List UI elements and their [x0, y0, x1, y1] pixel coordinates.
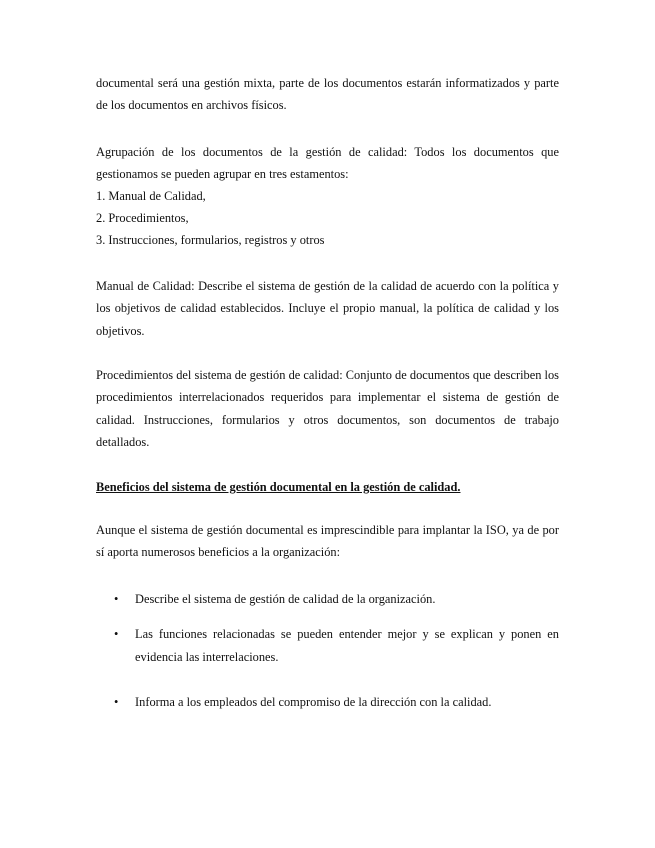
paragraph-gestion-mixta: documental será una gestión mixta, parte de los documentos estarán informatizados y parte de los documentos en archivos físicos.	[96, 76, 559, 113]
bullet-icon: •	[114, 592, 119, 606]
bullet-item: Las funciones relacionadas se pueden entender mejor y se explican y ponen en evidencia las interrelaciones.	[135, 627, 559, 664]
list-item: 2. Procedimientos,	[96, 211, 189, 225]
paragraph-manual-calidad: Manual de Calidad: Describe el sistema de gestión de la calidad de acuerdo con la política y los objetivos de calidad establecidos. Incluye el propio manual, la política de calidad y los objetivos.	[96, 279, 559, 338]
section-heading: Beneficios del sistema de gestión documental en la gestión de calidad.	[96, 480, 461, 494]
bullet-icon: •	[114, 695, 119, 709]
paragraph-procedimientos: Procedimientos del sistema de gestión de calidad: Conjunto de documentos que describen los procedimientos interrelacionados requeridos para implementar el sistema de gestión de calidad. Instrucciones, formularios y otros documentos, son documentos de trabajo detallados.	[96, 368, 559, 450]
paragraph-agrupacion: Agrupación de los documentos de la gestión de calidad: Todos los documentos que gestionamos se pueden agrupar en tres estamentos:	[96, 145, 559, 182]
paragraph-beneficios-intro: Aunque el sistema de gestión documental es imprescindible para implantar la ISO, ya de por sí aporta numerosos beneficios a la organización:	[96, 523, 559, 560]
list-item: 3. Instrucciones, formularios, registros y otros	[96, 233, 325, 247]
list-item: 1. Manual de Calidad,	[96, 189, 206, 203]
bullet-icon: •	[114, 627, 119, 641]
bullet-item: Describe el sistema de gestión de calidad de la organización.	[135, 592, 436, 606]
bullet-item: Informa a los empleados del compromiso de la dirección con la calidad.	[135, 695, 492, 709]
